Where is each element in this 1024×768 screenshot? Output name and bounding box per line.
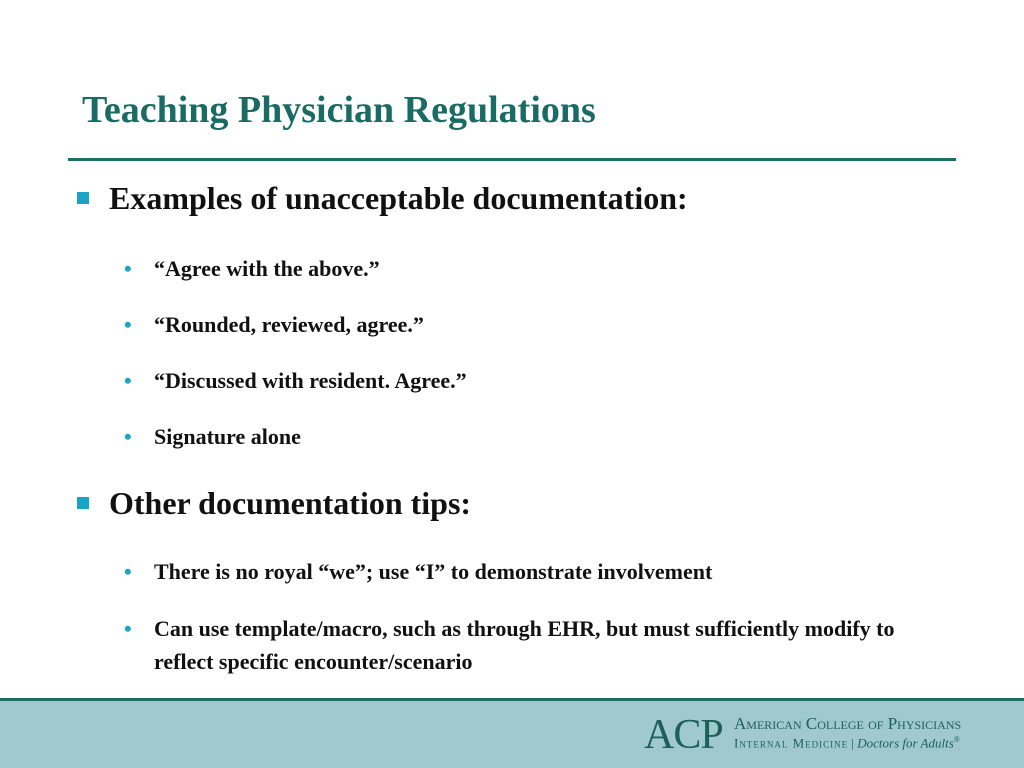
dot-bullet-icon: • <box>124 616 132 641</box>
title-divider <box>68 158 956 161</box>
acp-logo <box>644 705 1004 759</box>
list-item-text: “Rounded, reviewed, agree.” <box>154 312 424 337</box>
list-item <box>122 420 912 453</box>
list-item <box>122 364 912 397</box>
footer-divider <box>0 698 1024 701</box>
list-item-text: “Agree with the above.” <box>154 256 380 281</box>
list-item <box>122 612 912 678</box>
registered-mark: ® <box>953 735 960 744</box>
list-item-text: Can use template/macro, such as through EHR, but must sufficiently modify to reflect specific encounter/scenario <box>154 616 895 674</box>
list-item-text: There is no royal “we”; use “I” to demonstrate involvement <box>154 559 713 584</box>
list-item <box>122 252 912 285</box>
dot-bullet-icon: • <box>124 256 132 281</box>
logo-tagline-right: Doctors for Adults <box>857 735 954 751</box>
section-heading-text: Other documentation tips: <box>109 485 472 521</box>
slide-title: Teaching Physician Regulations <box>82 89 596 131</box>
logo-tagline <box>734 735 960 751</box>
dot-bullet-icon: • <box>124 368 132 393</box>
list-item-text: “Discussed with resident. Agree.” <box>154 368 467 393</box>
list-item <box>122 308 912 341</box>
list-item-text: Signature alone <box>154 424 301 449</box>
logo-tagline-separator: | <box>851 735 854 751</box>
dot-bullet-icon: • <box>124 559 132 584</box>
logo-tagline-left: Internal Medicine <box>734 735 849 751</box>
square-bullet-icon <box>77 497 89 509</box>
section-heading-text: Examples of unacceptable documentation: <box>109 180 688 216</box>
logo-org-name: American College of Physicians <box>734 714 962 733</box>
list-item <box>122 555 912 588</box>
dot-bullet-icon: • <box>124 424 132 449</box>
square-bullet-icon <box>77 192 89 204</box>
logo-letters: ACP <box>644 712 723 758</box>
dot-bullet-icon: • <box>124 312 132 337</box>
